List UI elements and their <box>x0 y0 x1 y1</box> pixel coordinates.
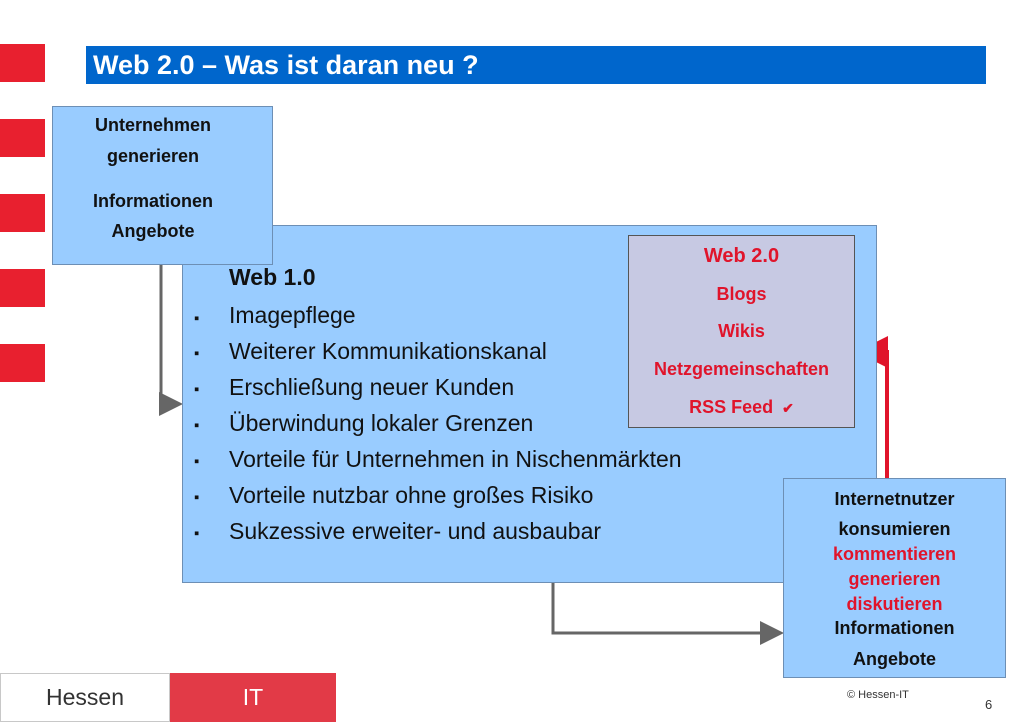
web20-rss-label: RSS Feed <box>689 397 774 417</box>
users-discuss: diskutieren <box>846 594 943 614</box>
arrow-left-to-web10 <box>161 264 180 404</box>
footer-logo-right: IT <box>170 673 336 722</box>
web20-item-blogs: Blogs <box>716 284 767 304</box>
checkmark-icon: ✔ <box>782 400 794 416</box>
users-consume: konsumieren <box>838 519 951 539</box>
bullet-icon: ▪ <box>194 417 200 434</box>
web10-item: Vorteile nutzbar ohne großes Risiko <box>229 482 594 508</box>
companies-info: Informationen <box>93 191 213 211</box>
bullet-icon: ▪ <box>194 453 200 470</box>
bullet-icon: ▪ <box>194 345 200 362</box>
web20-item-wikis: Wikis <box>718 321 765 341</box>
web20-item-networks: Netzgemeinschaften <box>653 359 830 379</box>
web10-heading: Web 1.0 <box>229 264 316 290</box>
web20-heading: Web 2.0 <box>703 245 780 267</box>
companies-box <box>52 106 273 265</box>
users-offers: Angebote <box>853 649 936 669</box>
web10-item: Überwindung lokaler Grenzen <box>229 410 534 436</box>
footer-logo-left: Hessen <box>0 673 170 722</box>
web10-item: Vorteile für Unternehmen in Nischenmärkten <box>229 446 682 472</box>
page-number: 6 <box>985 697 993 712</box>
arrow-web10-to-users <box>553 577 781 633</box>
users-comment: kommentieren <box>832 544 957 564</box>
web20-box <box>628 235 855 428</box>
companies-offers: Angebote <box>111 221 195 241</box>
users-generate: generieren <box>848 569 941 589</box>
slide-title: Web 2.0 – Was ist daran neu ? <box>93 50 479 80</box>
companies-label: Unternehmen <box>94 115 211 135</box>
web10-item: Erschließung neuer Kunden <box>229 374 515 400</box>
web10-item: Sukzessive erweiter- und ausbaubar <box>229 518 602 544</box>
bullet-icon: ▪ <box>194 381 200 398</box>
users-info: Informationen <box>834 618 955 638</box>
web10-item: Weiterer Kommunikationskanal <box>229 338 547 364</box>
bullet-icon: ▪ <box>194 310 200 327</box>
users-box <box>783 478 1006 678</box>
bullet-icon: ▪ <box>194 525 200 542</box>
bullet-icon: ▪ <box>194 489 200 506</box>
users-label: Internetnutzer <box>834 489 955 509</box>
web20-item-rss <box>629 397 854 418</box>
companies-verb: generieren <box>106 146 200 166</box>
copyright-text: © Hessen-IT <box>847 689 909 701</box>
web10-item: Imagepflege <box>229 302 356 328</box>
